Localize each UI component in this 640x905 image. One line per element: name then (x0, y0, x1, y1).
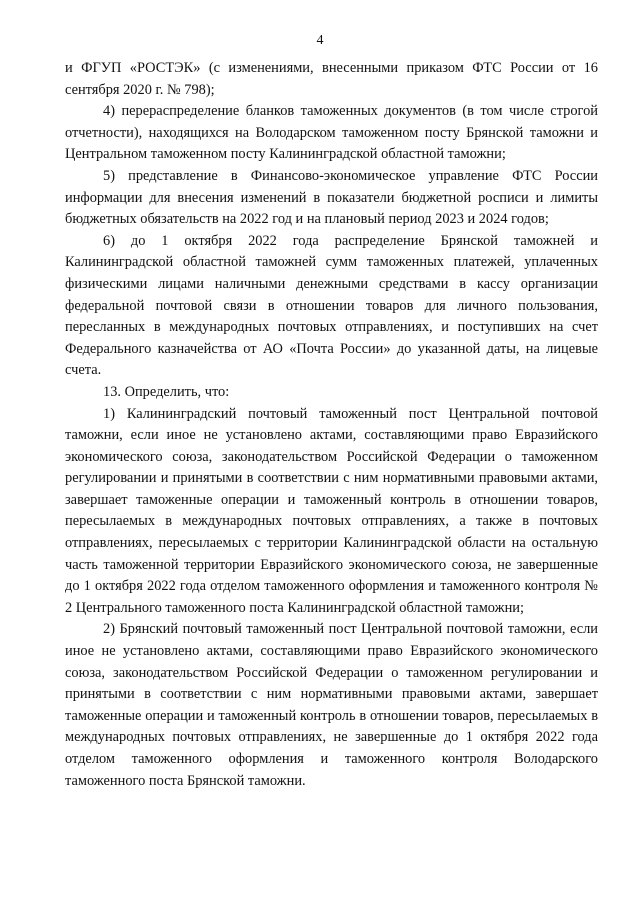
page-number: 4 (316, 33, 324, 48)
paragraph: 4) перераспределение бланков таможенных документов (в том числе строгой отчетности), находящихся на Володарском таможенном посту Брянской таможни и Центральном таможенном посту Калининградской областной таможни; (65, 103, 598, 163)
paragraph: 13. Определить, что: (103, 383, 230, 400)
paragraph: 5) представление в Финансово-экономическое управление ФТС России информации для внесения изменений в показатели бюджетной росписи и лимиты бюджетных обязательств на 2022 год и на плановый период 2023 и 2024 годов; (65, 167, 598, 228)
paragraph: 1) Калининградский почтовый таможенный пост Центральной почтовой таможни, если иное не установлено актами, составляющими право Евразийского экономического союза, законодательством Российской Федерации о таможенном регулировании и принятыми в соответствии с ним нормативными правовыми актами, завершает таможенные операции и таможенный контроль в отношении товаров, пересылаемых в международных почтовых отправлениях, а также в почтовых отправлениях, пересылаемых с территории Калининградской области на остальную часть таможенной территории Евразийского экономического союза, не завершенные до 1 октября 2022 года отделом таможенного оформления и таможенного контроля № 2 Центрального таможенного поста Калининградской областной таможни; (65, 405, 598, 616)
paragraph: 2) Брянский почтовый таможенный пост Центральной почтовой таможни, если иное не установлено актами, составляющими право Евразийского экономического союза, законодательством Российской Федерации о таможенном регулировании и принятыми в соответствии с ним нормативными правовыми актами, завершает таможенные операции и таможенный контроль в отношении товаров, пересылаемых в международных почтовых отправлениях, не завершенные до 1 октября 2022 года отделом таможенного оформления и таможенного контроля Володарского таможенного поста Брянской таможни. (65, 621, 598, 789)
document-body (65, 58, 598, 792)
paragraph: и ФГУП «РОСТЭК» (с изменениями, внесенными приказом ФТС России от 16 сентября 2020 г. № 798); (65, 60, 598, 98)
paragraph: 6) до 1 октября 2022 года распределение Брянской таможней и Калининградской областной таможней сумм таможенных платежей, уплаченных физическими лицами наличными денежными средствами в кассу организации федеральной почтовой связи в отношении товаров для личного пользования, пересланных в международных почтовых отправлениях, и поступивших на счет Федерального казначейства от АО «Почта России» до указанной даты, на лицевые счета. (65, 232, 598, 379)
